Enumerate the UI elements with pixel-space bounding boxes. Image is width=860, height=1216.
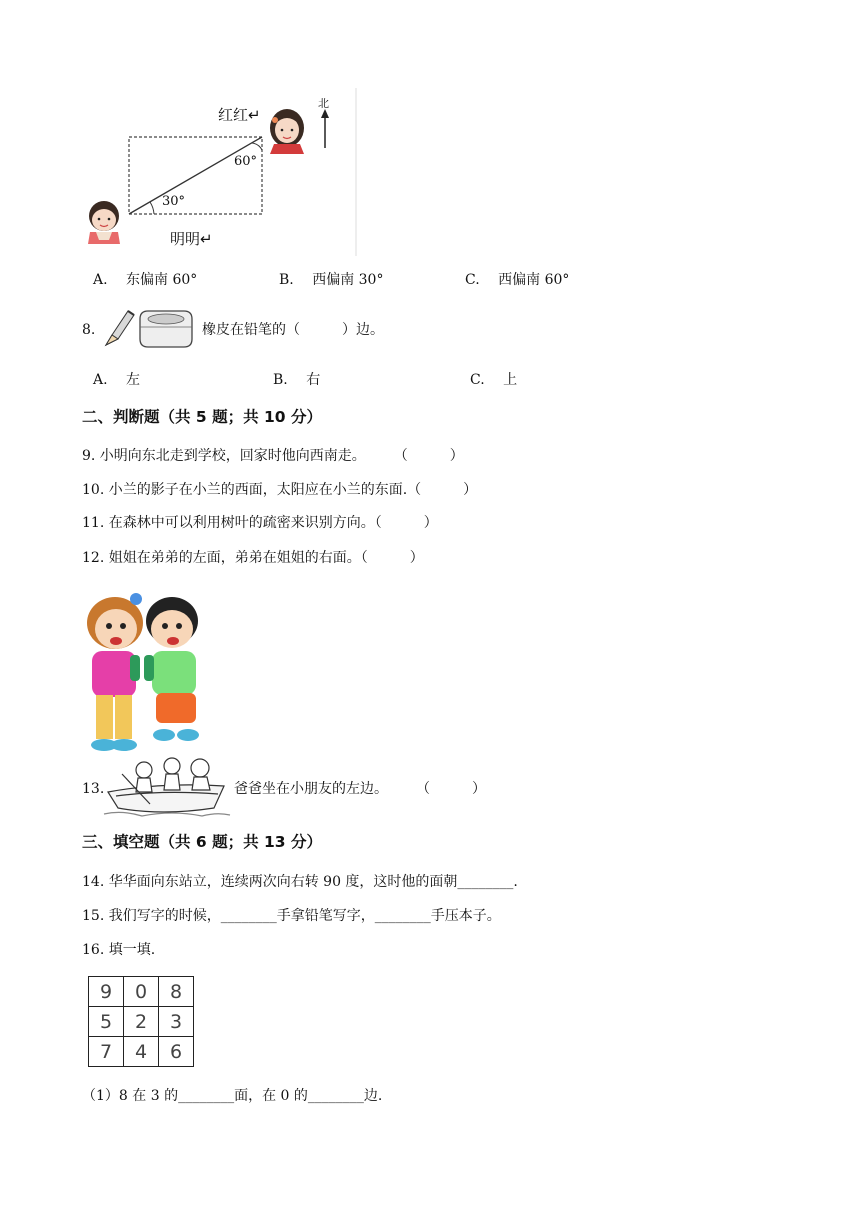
grid-cell: 7 xyxy=(89,1037,124,1067)
q8-image xyxy=(100,305,196,351)
q7-option-a[interactable] xyxy=(93,270,197,290)
q13-image xyxy=(102,752,232,820)
grid-cell: 2 xyxy=(124,1007,159,1037)
grid-row xyxy=(89,1037,194,1067)
question-16: 16. 填一填. xyxy=(82,942,156,958)
grid-cell: 6 xyxy=(159,1037,194,1067)
q8-option-a[interactable] xyxy=(93,370,140,390)
pencil-icon xyxy=(106,311,134,345)
q8-number: 8. xyxy=(82,322,96,338)
boat-family-icon xyxy=(104,758,230,816)
mingming-boy-icon xyxy=(88,201,120,244)
grid-cell: 0 xyxy=(124,977,159,1007)
option-letter: C. xyxy=(470,372,485,388)
girl-icon xyxy=(87,593,143,751)
section-3-heading: 三、填空题（共 6 题；共 13 分） xyxy=(82,833,322,851)
option-text: 西偏南 30° xyxy=(312,272,384,288)
label-north: 北 xyxy=(318,97,329,110)
question-11: 11. 在森林中可以利用树叶的疏密来识别方向。（ ） xyxy=(82,515,438,531)
q7-figure xyxy=(82,88,362,258)
grid-cell: 3 xyxy=(159,1007,194,1037)
eraser-icon xyxy=(140,311,192,347)
q7-option-b[interactable] xyxy=(279,270,383,290)
option-text: 左 xyxy=(126,372,141,388)
option-letter: A. xyxy=(93,372,108,388)
number-grid xyxy=(88,976,194,1067)
diagonal-line xyxy=(129,137,262,214)
q12-image xyxy=(80,585,220,755)
q7-option-c[interactable] xyxy=(465,270,569,290)
grid-cell: 8 xyxy=(159,977,194,1007)
arc-60 xyxy=(252,143,262,150)
option-letter: B. xyxy=(279,272,294,288)
option-text: 东偏南 60° xyxy=(126,272,198,288)
q13-text: 爸爸坐在小朋友的左边。 （ ） xyxy=(234,781,486,797)
option-text: 右 xyxy=(306,372,321,388)
question-15: 15. 我们写字的时候，________手拿铅笔写字，________手压本子。 xyxy=(82,908,501,924)
option-letter: A. xyxy=(93,272,108,288)
grid-row xyxy=(89,1007,194,1037)
grid-cell: 5 xyxy=(89,1007,124,1037)
q8-option-b[interactable] xyxy=(273,370,320,390)
question-16-part-1: （1）8 在 3 的________面，在 0 的________边. xyxy=(82,1088,383,1104)
q8-text: 橡皮在铅笔的（ ）边。 xyxy=(202,322,384,338)
section-2-heading: 二、判断题（共 5 题；共 10 分） xyxy=(82,408,322,426)
label-angle-60: 60° xyxy=(234,154,258,169)
option-text: 西偏南 60° xyxy=(498,272,570,288)
question-14: 14. 华华面向东站立，连续两次向右转 90 度，这时他的面朝________. xyxy=(82,874,518,890)
question-9: 9. 小明向东北走到学校，回家时他向西南走。 （ ） xyxy=(82,448,464,464)
option-letter: C. xyxy=(465,272,480,288)
label-angle-30: 30° xyxy=(162,194,186,209)
boy-icon xyxy=(144,597,199,741)
grid-cell: 4 xyxy=(124,1037,159,1067)
question-10: 10. 小兰的影子在小兰的西面，太阳应在小兰的东面.（ ） xyxy=(82,482,478,498)
option-letter: B. xyxy=(273,372,288,388)
q8-option-c[interactable] xyxy=(470,370,517,390)
arc-30 xyxy=(150,202,154,214)
honghong-girl-icon xyxy=(270,109,304,154)
grid-row xyxy=(89,977,194,1007)
question-12: 12. 姐姐在弟弟的左面，弟弟在姐姐的右面。（ ） xyxy=(82,550,424,566)
q13-number: 13. xyxy=(82,781,105,797)
label-mingming: 明明↵ xyxy=(170,230,213,248)
grid-cell: 9 xyxy=(89,977,124,1007)
option-text: 上 xyxy=(503,372,518,388)
label-honghong: 红红↵ xyxy=(218,106,261,124)
